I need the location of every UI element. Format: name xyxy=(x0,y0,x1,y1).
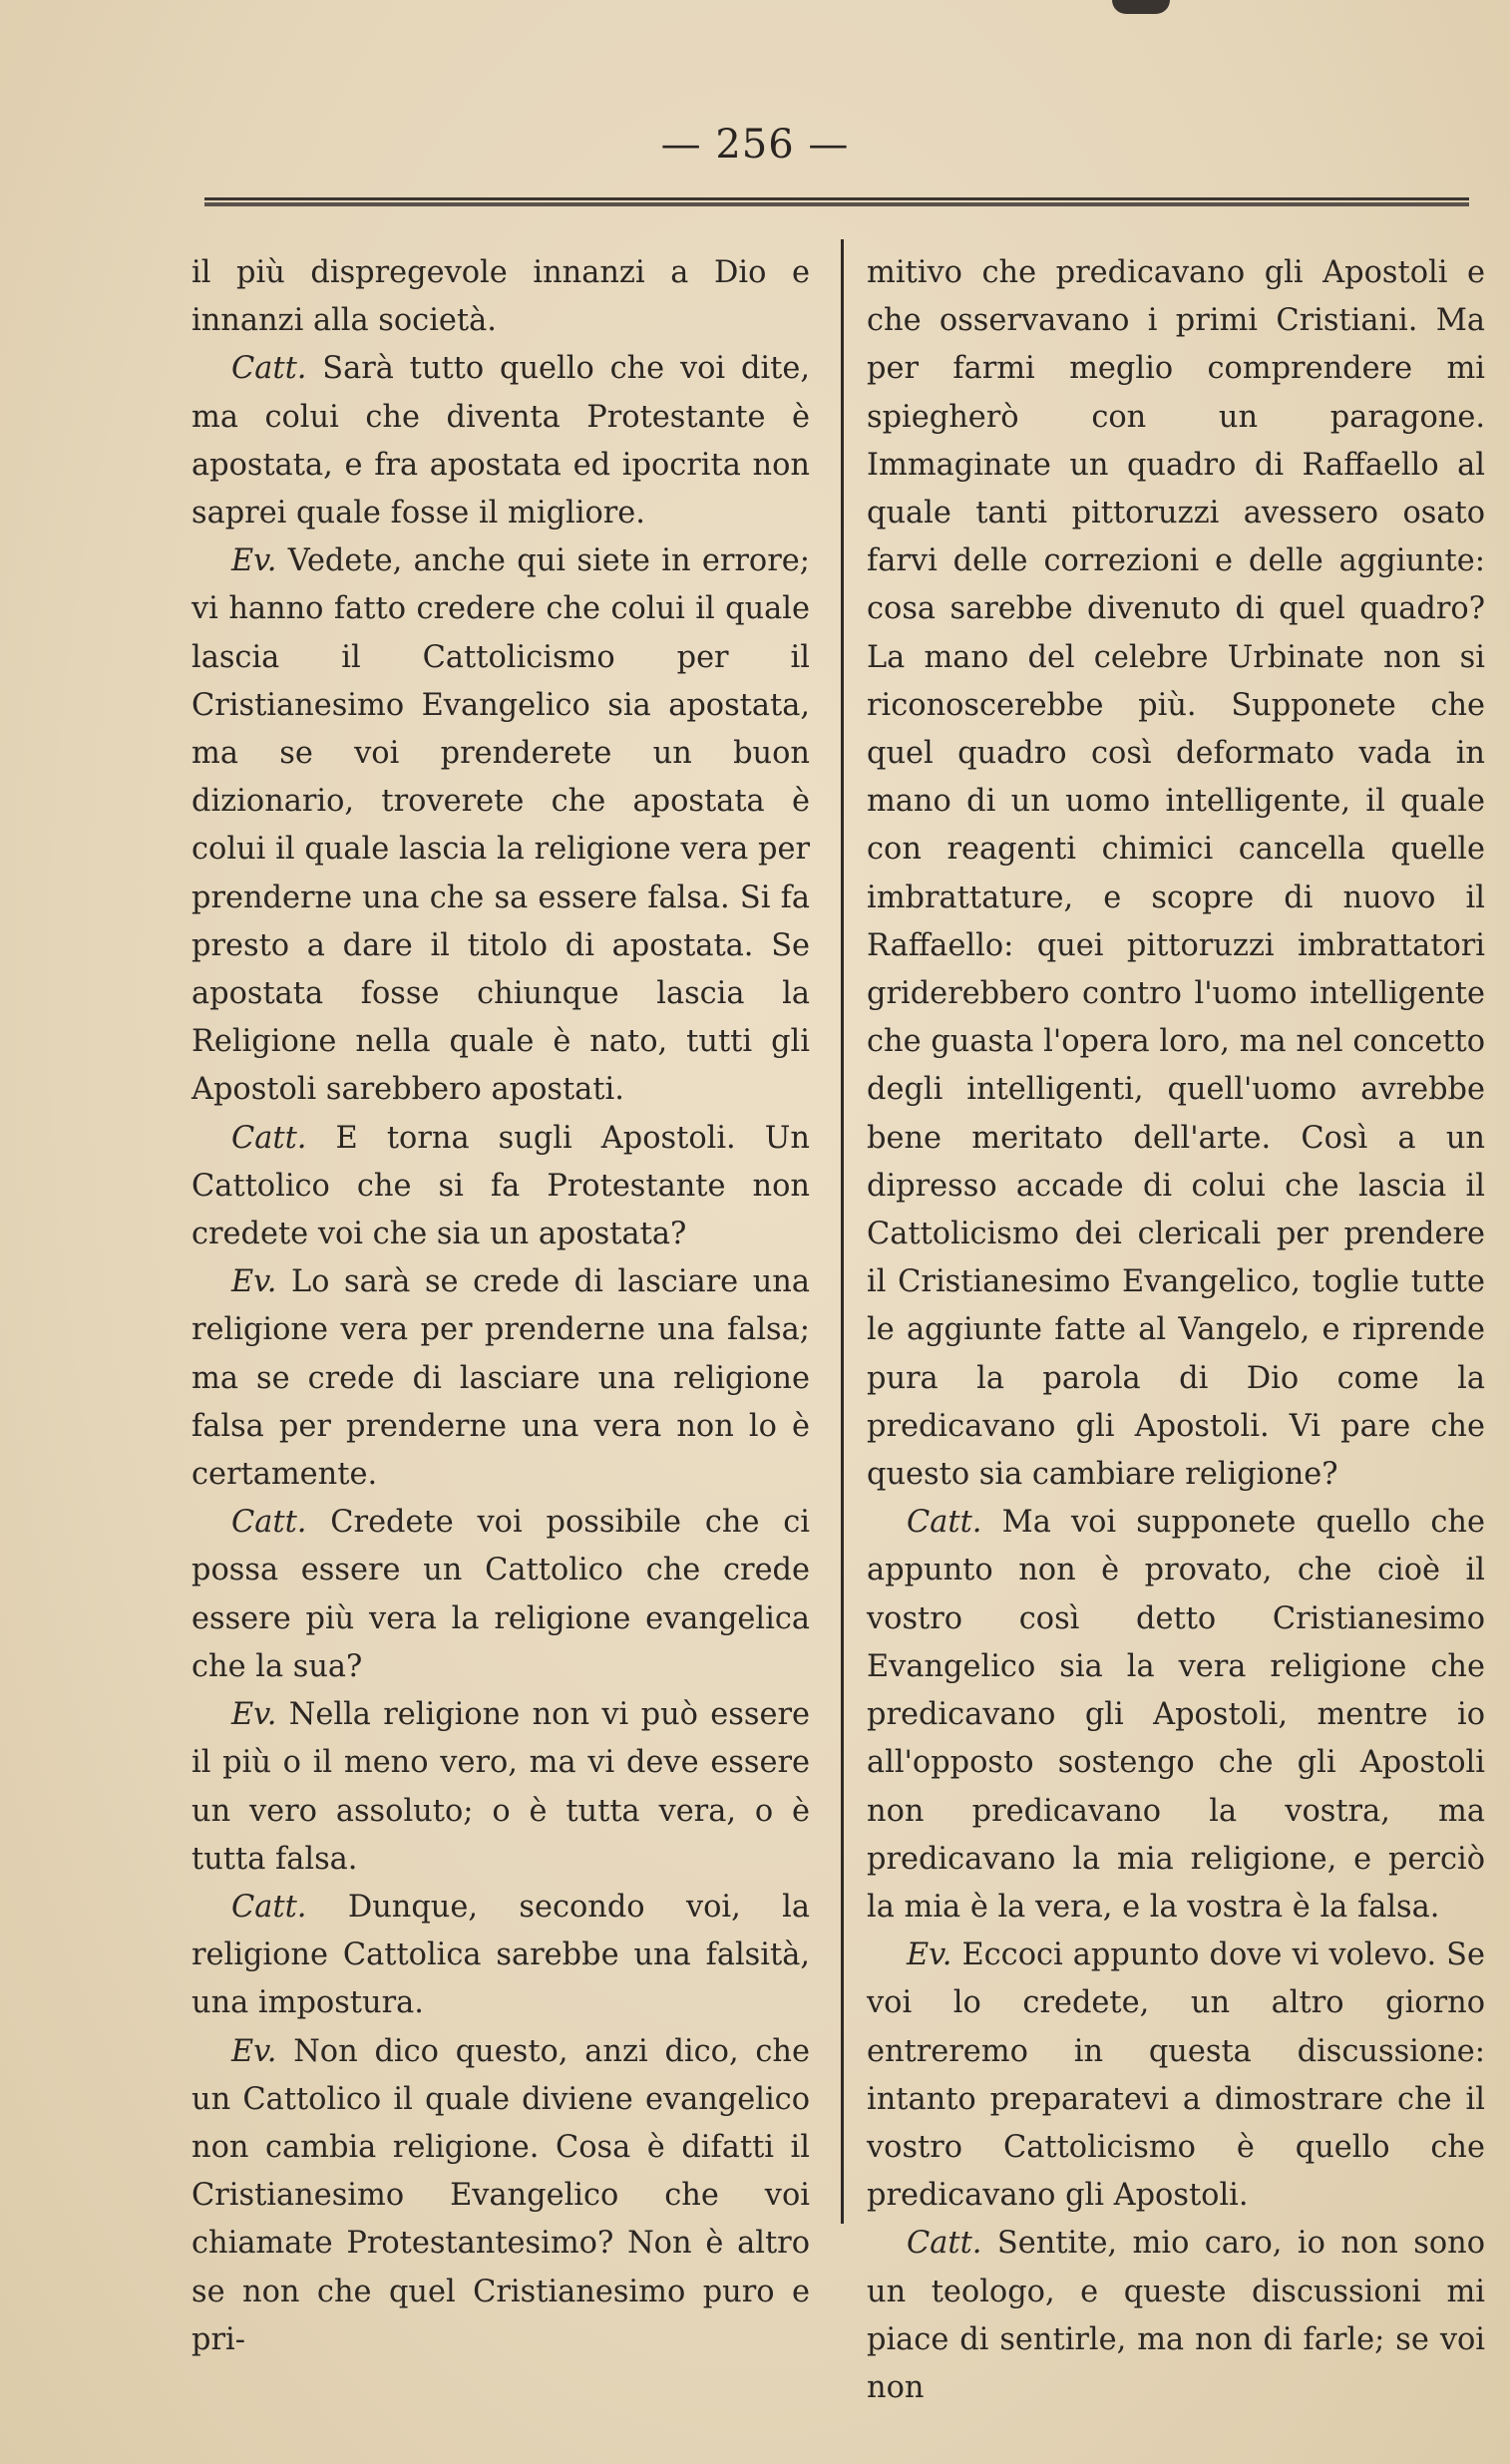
speaker-label: Ev. xyxy=(231,1264,277,1300)
paragraph-text: Vedete, anche qui siete in errore; vi hanno fatto credere che colui il quale lascia il Cattolicismo per il Cristianesimo Evangelico sia apostata, ma se voi prenderete un buon dizionario, troverete che apostata è colui il quale lascia la religione vera per prenderne una che sa essere falsa. Si fa presto a dare il titolo di apostata. Se apostata fosse chiunque lascia la Religione nella quale è nato, tutti gli Apostoli sarebbero apostati. xyxy=(191,543,810,1108)
paragraph xyxy=(867,249,1485,1499)
paragraph-text: E torna sugli Apostoli. Un Cattolico che si fa Protestante non credete voi che sia un apostata? xyxy=(191,1120,810,1252)
paragraph-text: Credete voi possibile che ci possa essere un Cattolico che crede essere più vera la religione evangelica che la sua? xyxy=(191,1505,810,1684)
paragraph xyxy=(191,1115,810,1259)
paragraph-text: Non dico questo, anzi dico, che un Cattolico il quale diviene evangelico non cambia religione. Cosa è difatti il Cristianesimo Evangelico che voi chiamate Protestantesimo? Non è altro se non che quel Cristianesimo puro e pri- xyxy=(191,2033,810,2357)
binding-mark xyxy=(1112,0,1170,14)
paragraph xyxy=(867,1499,1485,1932)
paragraph xyxy=(191,1258,810,1499)
header-rule xyxy=(204,197,1469,206)
speaker-label: Catt. xyxy=(907,1505,982,1541)
speaker-label: Ev. xyxy=(231,1697,277,1733)
paragraph xyxy=(191,537,810,1114)
speaker-label: Ev. xyxy=(907,1937,952,1973)
page-number: — 256 — xyxy=(660,122,850,168)
paragraph-text: Dunque, secondo voi, la religione Cattolica sarebbe una falsità, una impostura. xyxy=(191,1889,810,2021)
paragraph xyxy=(867,1932,1485,2220)
paragraph xyxy=(191,249,810,345)
paragraph xyxy=(191,1884,810,2028)
paragraph-text: Nella religione non vi può essere il più o il meno vero, ma vi deve essere un vero assoluto; o è tutta vera, o è tutta falsa. xyxy=(191,1697,810,1877)
paragraph xyxy=(191,345,810,537)
column-divider xyxy=(841,239,844,2224)
paragraph-text: Ma voi supponete quello che appunto non è provato, che cioè il vostro così detto Cristianesimo Evangelico sia la vera religione che predicavano gli Apostoli, mentre io all'opposto sostengo che gli Apostoli non predicavano la vostra, ma predicavano la mia religione, e perciò la mia è la vera, e la vostra è la falsa. xyxy=(867,1505,1485,1925)
paragraph xyxy=(191,1691,810,1884)
paragraph-text: Eccoci appunto dove vi volevo. Se voi lo credete, un altro giorno entreremo in questa discussione: intanto preparatevi a dimostrare che il vostro Cattolicismo è quello che predicavano gli Apostoli. xyxy=(867,1937,1485,2214)
left-column xyxy=(191,249,810,2357)
paragraph xyxy=(191,2028,810,2364)
paragraph-text: Lo sarà se crede di lasciare una religione vera per prenderne una falsa; ma se crede di lasciare una religione falsa per prenderne una vera non lo è certamente. xyxy=(191,1264,810,1493)
speaker-label: Catt. xyxy=(231,1505,307,1541)
speaker-label: Catt. xyxy=(231,351,307,387)
paragraph xyxy=(867,2220,1485,2412)
right-column xyxy=(867,249,1485,2405)
speaker-label: Ev. xyxy=(231,543,277,579)
speaker-label: Catt. xyxy=(907,2226,982,2262)
speaker-label: Ev. xyxy=(231,2033,277,2069)
speaker-label: Catt. xyxy=(231,1120,307,1156)
paragraph-text: mitivo che predicavano gli Apostoli e che osservavano i primi Cristiani. Ma per farmi meglio comprendere mi spiegherò con un paragone. Immaginate un quadro di Raffaello al quale tanti pittoruzzi avessero osato farvi delle correzioni e delle aggiunte: cosa sarebbe divenuto di quel quadro? La mano del celebre Urbinate non si riconoscerebbe più. Supponete che quel quadro così deformato vada in mano di un uomo intelligente, il quale con reagenti chimici cancella quelle imbrattature, e scopre di nuovo il Raffaello: quei pittoruzzi imbrattatori griderebbero contro l'uomo intelligente che guasta l'opera loro, ma nel concetto degli intelligenti, quell'uomo avrebbe bene meritato dell'arte. Così a un dipresso accade di colui che lascia il Cattolicismo dei clericali per prendere il Cristianesimo Evangelico, toglie tutte le aggiunte fatte al Vangelo, e riprende pura la parola di Dio come la predicavano gli Apostoli. Vi pare che questo sia cambiare religione? xyxy=(867,255,1485,1493)
paragraph-text: il più dispregevole innanzi a Dio e innanzi alla società. xyxy=(191,255,810,339)
paragraph-text: Sentite, mio caro, io non sono un teologo, e queste discussioni mi piace di sentirle, ma non di farle; se voi non xyxy=(867,2226,1485,2405)
paragraph-text: Sarà tutto quello che voi dite, ma colui che diventa Protestante è apostata, e fra apostata ed ipocrita non saprei quale fosse il migliore. xyxy=(191,351,810,531)
paragraph xyxy=(191,1499,810,1691)
speaker-label: Catt. xyxy=(231,1889,307,1925)
